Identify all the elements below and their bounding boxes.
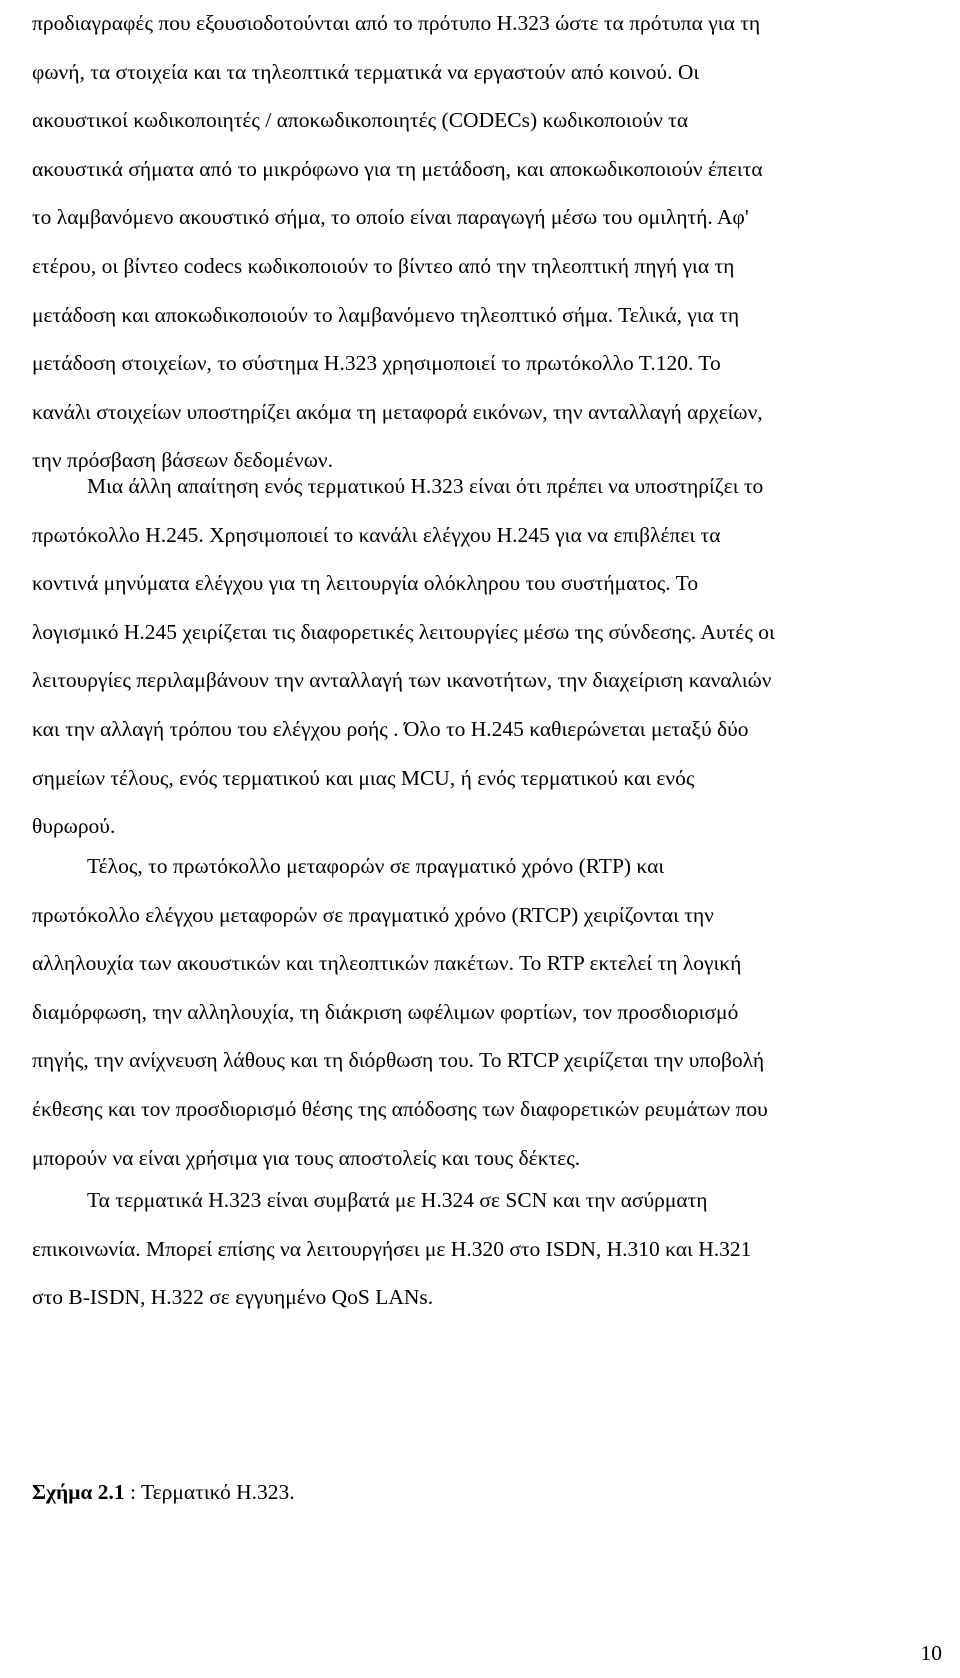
text-line: Τα τερματικά Η.323 είναι συμβατά με Η.324 σε SCN και την ασύρματη: [87, 1188, 708, 1212]
text-line: Τέλος, το πρωτόκολλο μεταφορών σε πραγματικό χρόνο (RTP) και: [87, 854, 665, 878]
text-line: το λαμβανόμενο ακουστικό σήμα, το οποίο είναι παραγωγή μέσω του ομιλητή. Αφ': [32, 205, 749, 230]
text-line: πρωτόκολλο ελέγχου μεταφορών σε πραγματικό χρόνο (RTCP) χειρίζονται την: [32, 902, 714, 927]
text-line: μετάδοση και αποκωδικοποιούν το λαμβανόμενο τηλεοπτικό σήμα. Τελικά, για τη: [32, 302, 740, 327]
text-line: Μια άλλη απαίτηση ενός τερματικού Η.323 είναι ότι πρέπει να υποστηρίζει το: [87, 474, 764, 498]
paragraph-4: [32, 1176, 942, 1322]
text-line: κανάλι στοιχείων υποστηρίζει ακόμα τη μεταφορά εικόνων, την ανταλλαγή αρχείων,: [32, 399, 763, 424]
text-line: έκθεσης και τον προσδιορισμό θέσης της απόδοσης των διαφορετικών ρευμάτων που: [32, 1096, 768, 1121]
text-line: σημείων τέλους, ενός τερματικού και μιας MCU, ή ενός τερματικού και ενός: [32, 765, 695, 790]
paragraph-3: [32, 842, 942, 1182]
figure-caption-text: Τερματικό Η.323.: [140, 1480, 295, 1504]
text-line: πρωτόκολλο Η.245. Χρησιμοποιεί το κανάλι ελέγχου Η.245 για να επιβλέπει τα: [32, 522, 721, 547]
text-line: ακουστικά σήματα από το μικρόφωνο για τη μετάδοση, και αποκωδικοποιούν έπειτα: [32, 156, 763, 181]
text-line: θυρωρού.: [32, 814, 116, 839]
text-line: ετέρου, οι βίντεο codecs κωδικοποιούν το βίντεο από την τηλεοπτική πηγή για τη: [32, 253, 735, 278]
text-line: αλληλουχία των ακουστικών και τηλεοπτικών πακέτων. Το RTP εκτελεί τη λογική: [32, 951, 742, 976]
paragraph-2: [32, 462, 942, 851]
text-line: κοντινά μηνύματα ελέγχου για τη λειτουργία ολόκληρου του συστήματος. Το: [32, 571, 699, 596]
paragraph-1: [32, 0, 942, 485]
text-line: λειτουργίες περιλαμβάνουν την ανταλλαγή των ικανοτήτων, την διαχείριση καναλιών: [32, 668, 772, 693]
text-line: μετάδοση στοιχείων, το σύστημα Η.323 χρησιμοποιεί το πρωτόκολλο Τ.120. Το: [32, 351, 721, 376]
text-line: προδιαγραφές που εξουσιοδοτούνται από το πρότυπο Η.323 ώστε τα πρότυπα για τη: [32, 11, 761, 35]
text-line: μπορούν να είναι χρήσιμα για τους αποστολείς και τους δέκτες.: [32, 1145, 581, 1170]
figure-caption-separator: :: [124, 1480, 141, 1504]
text-line: πηγής, την ανίχνευση λάθους και τη διόρθωση του. Το RTCP χειρίζεται την υποβολή: [32, 1048, 765, 1073]
text-line: διαμόρφωση, την αλληλουχία, τη διάκριση ωφέλιμων φορτίων, τον προσδιορισμό: [32, 999, 739, 1024]
text-line: και την αλλαγή τρόπου του ελέγχου ροής . Όλο το Η.245 καθιερώνεται μεταξύ δύο: [32, 716, 749, 741]
text-line: την πρόσβαση βάσεων δεδομένων.: [32, 448, 333, 473]
page-number: 10: [920, 1641, 942, 1665]
text-line: στο B-ISDN, Η.322 σε εγγυημένο QoS LANs.: [32, 1285, 434, 1310]
text-line: λογισμικό Η.245 χειρίζεται τις διαφορετικές λειτουργίες μέσω της σύνδεσης. Αυτές οι: [32, 619, 775, 644]
text-line: επικοινωνία. Μπορεί επίσης να λειτουργήσει με Η.320 στο ISDN, Η.310 και Η.321: [32, 1236, 752, 1261]
figure-caption-label: Σχήμα 2.1: [32, 1480, 125, 1504]
text-line: φωνή, τα στοιχεία και τα τηλεοπτικά τερματικά να εργαστούν από κοινού. Οι: [32, 59, 700, 84]
text-line: ακουστικοί κωδικοποιητές / αποκωδικοποιητές (CODECs) κωδικοποιούν τα: [32, 108, 689, 133]
figure-caption: [32, 1468, 295, 1516]
